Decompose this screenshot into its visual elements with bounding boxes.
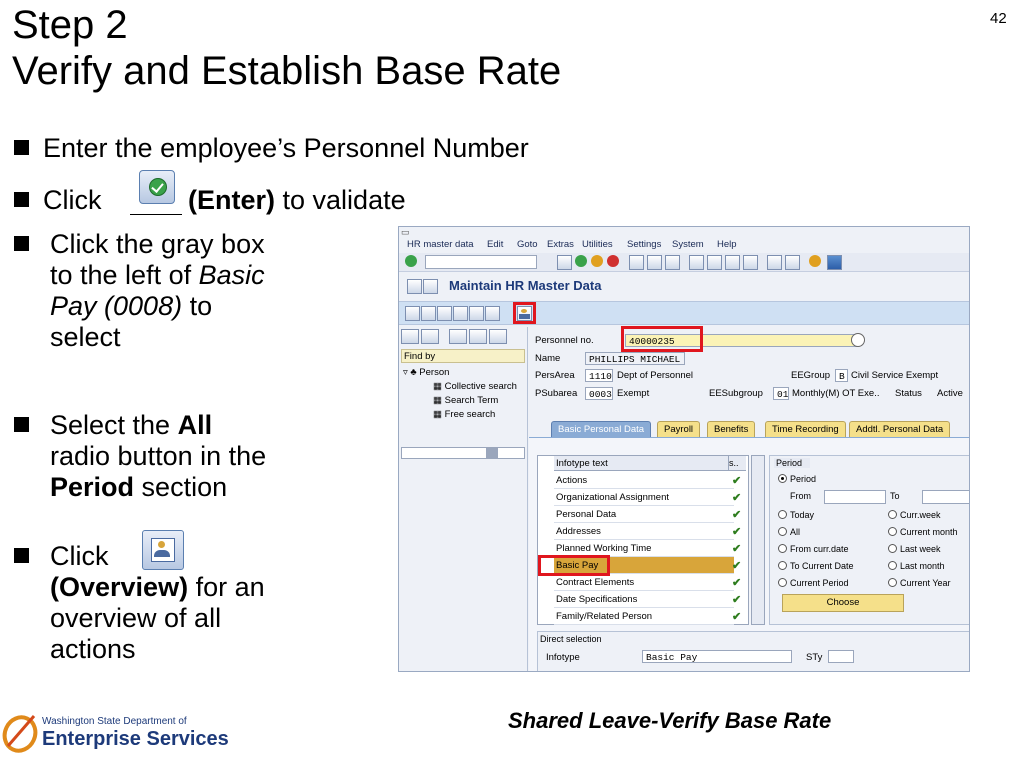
check-icon: ✔ bbox=[732, 526, 742, 538]
tree-person-label: Person bbox=[419, 367, 450, 378]
menu-settings[interactable]: Settings bbox=[627, 239, 662, 250]
radio-all[interactable] bbox=[778, 527, 800, 537]
logo-small-text: Washington State Department of bbox=[42, 716, 187, 727]
bullet-5-l2-post: for an bbox=[195, 572, 265, 602]
infotype-row-personal-data[interactable] bbox=[554, 506, 734, 523]
infotype-row-family[interactable] bbox=[554, 608, 734, 625]
infotype-row-label: Personal Data bbox=[556, 509, 617, 520]
save-icon[interactable] bbox=[557, 255, 572, 270]
sap-application-toolbar bbox=[399, 301, 969, 325]
menu-extras[interactable]: Extras bbox=[547, 239, 574, 250]
layout-icon[interactable] bbox=[827, 255, 842, 270]
menu-utilities[interactable]: Utilities bbox=[582, 239, 613, 250]
psubarea-label: PSubarea bbox=[535, 388, 578, 399]
left-nav-back-icon[interactable] bbox=[401, 329, 419, 344]
psubarea-code: 0003 bbox=[585, 387, 613, 400]
sap-window bbox=[398, 226, 970, 672]
from-label: From bbox=[790, 491, 811, 501]
first-page-icon[interactable] bbox=[689, 255, 704, 270]
sty-label: STy bbox=[806, 652, 823, 663]
sty-field[interactable] bbox=[828, 650, 854, 663]
infotype-field[interactable]: Basic Pay bbox=[642, 650, 792, 663]
radio-last-month[interactable] bbox=[888, 561, 945, 571]
bullet-3-l2-italic: Basic bbox=[198, 260, 265, 290]
infotype-row-label: Planned Working Time bbox=[556, 543, 652, 554]
check-icon: ✔ bbox=[732, 611, 742, 623]
object-manager-pane bbox=[399, 327, 528, 671]
bullet-3-line-1: Click the gray box bbox=[50, 229, 265, 259]
create-icon[interactable] bbox=[405, 306, 420, 321]
eegroup-text: Civil Service Exempt bbox=[851, 370, 939, 381]
radio-curr-week-label: Curr.week bbox=[900, 510, 941, 520]
personnel-no-label: Personnel no. bbox=[535, 335, 594, 346]
infotype-row-label: Addresses bbox=[556, 526, 601, 537]
eesubgroup-label: EESubgroup bbox=[709, 388, 763, 399]
left-nav-icon-5[interactable] bbox=[489, 329, 507, 344]
bullet-4 bbox=[50, 410, 266, 503]
radio-period-label: Period bbox=[790, 474, 817, 484]
check-icon: ✔ bbox=[732, 594, 742, 606]
personnel-no-highlight bbox=[621, 326, 703, 352]
next-page-icon[interactable] bbox=[725, 255, 740, 270]
bullet-3-line-3 bbox=[50, 291, 265, 322]
basic-pay-highlight bbox=[538, 555, 610, 576]
status-header: s.. bbox=[728, 456, 746, 471]
sap-menubar bbox=[399, 227, 969, 253]
personnel-no-field[interactable]: 40000235 bbox=[625, 334, 857, 347]
tree-person[interactable]: ▿ ♣ Person bbox=[403, 367, 450, 378]
menu-goto[interactable]: Goto bbox=[517, 239, 538, 250]
bullet-2-rest bbox=[188, 185, 406, 216]
menu-help[interactable]: Help bbox=[717, 239, 737, 250]
left-nav-forward-icon[interactable] bbox=[421, 329, 439, 344]
choose-button[interactable] bbox=[782, 594, 904, 612]
command-field[interactable] bbox=[425, 255, 537, 269]
check-icon: ✔ bbox=[732, 577, 742, 589]
persarea-text: Dept of Personnel bbox=[617, 370, 694, 381]
radio-last-week[interactable] bbox=[888, 544, 941, 554]
name-label: Name bbox=[535, 353, 561, 364]
bullet-3-line-4: select bbox=[50, 322, 121, 352]
menu-edit[interactable]: Edit bbox=[487, 239, 504, 250]
display-icon[interactable] bbox=[437, 306, 452, 321]
info-icon[interactable] bbox=[423, 279, 438, 294]
persarea-label: PersArea bbox=[535, 370, 575, 381]
radio-from-curr-date-label: From curr.date bbox=[790, 544, 849, 554]
bullet-5-marker bbox=[14, 548, 29, 563]
infotype-header: Infotype text bbox=[554, 456, 734, 471]
check-icon: ✔ bbox=[732, 543, 742, 555]
title-line-2: Verify and Establish Base Rate bbox=[12, 49, 562, 93]
infotype-scrollbar[interactable] bbox=[751, 455, 765, 625]
sap-menu-icon: ▭ bbox=[401, 227, 410, 237]
enter-icon bbox=[139, 170, 175, 204]
bullet-5-line-2 bbox=[50, 572, 265, 603]
logo-big-text: Enterprise Services bbox=[42, 728, 229, 750]
check-icon: ✔ bbox=[732, 492, 742, 504]
bullet-4-marker bbox=[14, 417, 29, 432]
screen-title: Maintain HR Master Data bbox=[449, 278, 602, 293]
tree-collective-label: Collective search bbox=[444, 381, 517, 392]
cancel-icon[interactable] bbox=[607, 255, 619, 267]
bullet-3-l2-pre: to the left of bbox=[50, 260, 192, 290]
new-session-icon[interactable] bbox=[767, 255, 782, 270]
left-pane-scrollbar[interactable] bbox=[401, 447, 525, 459]
menu-hr-master-data[interactable]: HR master data bbox=[407, 239, 474, 250]
check-icon: ✔ bbox=[732, 475, 742, 487]
bullet-4-l1-pre: Select the bbox=[50, 410, 171, 440]
eesubgroup-code: 01 bbox=[773, 387, 789, 400]
eegroup-code: B bbox=[835, 369, 848, 382]
psubarea-text: Exempt bbox=[617, 388, 650, 399]
exit-icon[interactable] bbox=[591, 255, 603, 267]
period-group-title: Period bbox=[774, 458, 810, 468]
radio-all-label: All bbox=[790, 527, 801, 537]
tab-addtl-personal-data[interactable]: Addtl. Personal Data bbox=[849, 421, 950, 438]
bullet-4-line-1 bbox=[50, 410, 266, 441]
status-value: Active bbox=[937, 388, 963, 399]
radio-last-month-label: Last month bbox=[900, 561, 945, 571]
logo-swoosh-icon bbox=[2, 710, 42, 754]
eegroup-label: EEGroup bbox=[791, 370, 831, 381]
infotype-row-date-specifications[interactable] bbox=[554, 591, 734, 608]
radio-current-period-label: Current Period bbox=[790, 578, 849, 588]
check-icon: ✔ bbox=[732, 509, 742, 521]
bullet-5-l2-bold: (Overview) bbox=[50, 572, 189, 602]
bullet-4-line-3 bbox=[50, 472, 266, 503]
infotype-row-addresses[interactable] bbox=[554, 523, 734, 540]
choose-button-label: Choose bbox=[826, 597, 860, 608]
infotype-row-label: Date Specifications bbox=[556, 594, 638, 605]
find-icon[interactable] bbox=[647, 255, 662, 270]
bullet-2-pre: Click bbox=[43, 185, 102, 215]
radio-last-week-label: Last week bbox=[900, 544, 941, 554]
bullet-1-text: Enter the employee’s Personnel Number bbox=[43, 133, 529, 163]
bullet-3-l3-italic: Pay (0008) bbox=[50, 291, 183, 321]
tab-time-recording[interactable]: Time Recording bbox=[765, 421, 846, 438]
find-by-header: Find by bbox=[401, 349, 525, 363]
delete-icon[interactable] bbox=[485, 306, 500, 321]
bullet-4-l1-bold: All bbox=[177, 410, 213, 440]
radio-curr-week[interactable] bbox=[888, 510, 941, 520]
left-nav-icon-4[interactable] bbox=[469, 329, 487, 344]
eesubgroup-text: Monthly(M) OT Exe.. bbox=[792, 388, 880, 399]
tab-payroll[interactable]: Payroll bbox=[657, 421, 700, 438]
slide-caption: Shared Leave-Verify Base Rate bbox=[508, 708, 832, 733]
shortcut-icon[interactable] bbox=[785, 255, 800, 270]
title-line-1: Step 2 bbox=[12, 3, 128, 47]
tree-free-search[interactable]: ▦ Free search bbox=[433, 409, 496, 420]
tree-search-term-label: Search Term bbox=[444, 395, 499, 406]
help-icon[interactable] bbox=[809, 255, 821, 267]
delimit-icon[interactable] bbox=[469, 306, 484, 321]
infotype-row-label: Organizational Assignment bbox=[556, 492, 670, 503]
bullet-3 bbox=[50, 229, 265, 353]
bullet-4-l3-post: section bbox=[141, 472, 228, 502]
infotype-row-label: Actions bbox=[556, 475, 588, 486]
to-label: To bbox=[890, 491, 900, 501]
find-next-icon[interactable] bbox=[665, 255, 680, 270]
bullet-3-l3-post: to bbox=[189, 291, 213, 321]
page-title bbox=[12, 2, 561, 94]
radio-current-month[interactable] bbox=[888, 527, 958, 537]
personnel-search-icon[interactable] bbox=[851, 333, 865, 347]
radio-from-curr-date[interactable] bbox=[778, 544, 849, 554]
tree-collective-search[interactable]: ▦ Collective search bbox=[433, 381, 517, 392]
menu-system[interactable]: System bbox=[672, 239, 704, 250]
tab-benefits[interactable]: Benefits bbox=[707, 421, 755, 438]
page-number: 42 bbox=[990, 10, 1007, 27]
direct-selection-group bbox=[537, 631, 970, 672]
radio-current-period[interactable] bbox=[778, 578, 849, 588]
radio-today-label: Today bbox=[790, 510, 815, 520]
radio-to-current-date[interactable] bbox=[778, 561, 854, 571]
bullet-2-bold: (Enter) bbox=[188, 185, 275, 215]
change-icon[interactable] bbox=[421, 306, 436, 321]
status-label: Status bbox=[895, 388, 922, 399]
bullet-1 bbox=[14, 133, 529, 164]
print-icon[interactable] bbox=[629, 255, 644, 270]
tab-basic-personal-data[interactable]: Basic Personal Data bbox=[551, 421, 651, 438]
last-page-icon[interactable] bbox=[743, 255, 758, 270]
direct-selection-title: Direct selection bbox=[540, 634, 602, 644]
radio-period[interactable] bbox=[778, 474, 816, 484]
radio-today[interactable] bbox=[778, 510, 814, 520]
persarea-code: 1110 bbox=[585, 369, 613, 382]
infotype-row-label: Basic Pay bbox=[556, 560, 599, 571]
tree-free-search-label: Free search bbox=[444, 409, 496, 420]
infotype-row-actions[interactable] bbox=[554, 472, 734, 489]
logo bbox=[2, 710, 229, 758]
overview-icon bbox=[142, 530, 184, 570]
sap-title-bar bbox=[399, 275, 969, 297]
menu-tree-icon[interactable] bbox=[407, 279, 422, 294]
radio-current-year[interactable] bbox=[888, 578, 951, 588]
bullet-3-marker bbox=[14, 236, 29, 251]
infotype-row-contract-elements[interactable] bbox=[554, 574, 734, 591]
name-field: PHILLIPS MICHAEL bbox=[585, 352, 685, 365]
previous-page-icon[interactable] bbox=[707, 255, 722, 270]
infotype-row-label: Family/Related Person bbox=[556, 611, 653, 622]
period-group bbox=[769, 455, 970, 625]
bullet-3-line-2 bbox=[50, 260, 265, 291]
infotype-label: Infotype bbox=[546, 652, 580, 663]
copy-icon[interactable] bbox=[453, 306, 468, 321]
infotype-row-org-assignment[interactable] bbox=[554, 489, 734, 506]
radio-to-current-date-label: To Current Date bbox=[790, 561, 854, 571]
radio-current-year-label: Current Year bbox=[900, 578, 951, 588]
radio-current-month-label: Current month bbox=[900, 527, 958, 537]
left-nav-icon-3[interactable] bbox=[449, 329, 467, 344]
bullet-2 bbox=[14, 185, 102, 216]
enter-check-icon[interactable] bbox=[405, 255, 417, 267]
check-icon: ✔ bbox=[732, 560, 742, 572]
enter-icon-slot bbox=[130, 170, 182, 215]
bullet-5-line-1: Click bbox=[50, 541, 109, 571]
overview-highlight bbox=[513, 302, 536, 324]
back-icon[interactable] bbox=[575, 255, 587, 267]
sap-system-toolbar bbox=[399, 253, 969, 272]
infotype-table bbox=[537, 455, 749, 625]
bullet-5-line-3: overview of all bbox=[50, 603, 222, 633]
from-date-field[interactable] bbox=[824, 490, 886, 504]
to-date-field[interactable] bbox=[922, 490, 970, 504]
bullet-5-line-4: actions bbox=[50, 634, 136, 664]
bullet-4-line-2: radio button in the bbox=[50, 441, 267, 471]
bullet-2-post: to validate bbox=[282, 185, 406, 215]
infotype-row-label: Contract Elements bbox=[556, 577, 635, 588]
bullet-4-l3-bold: Period bbox=[50, 472, 135, 502]
tree-search-term[interactable]: ▦ Search Term bbox=[433, 395, 499, 406]
